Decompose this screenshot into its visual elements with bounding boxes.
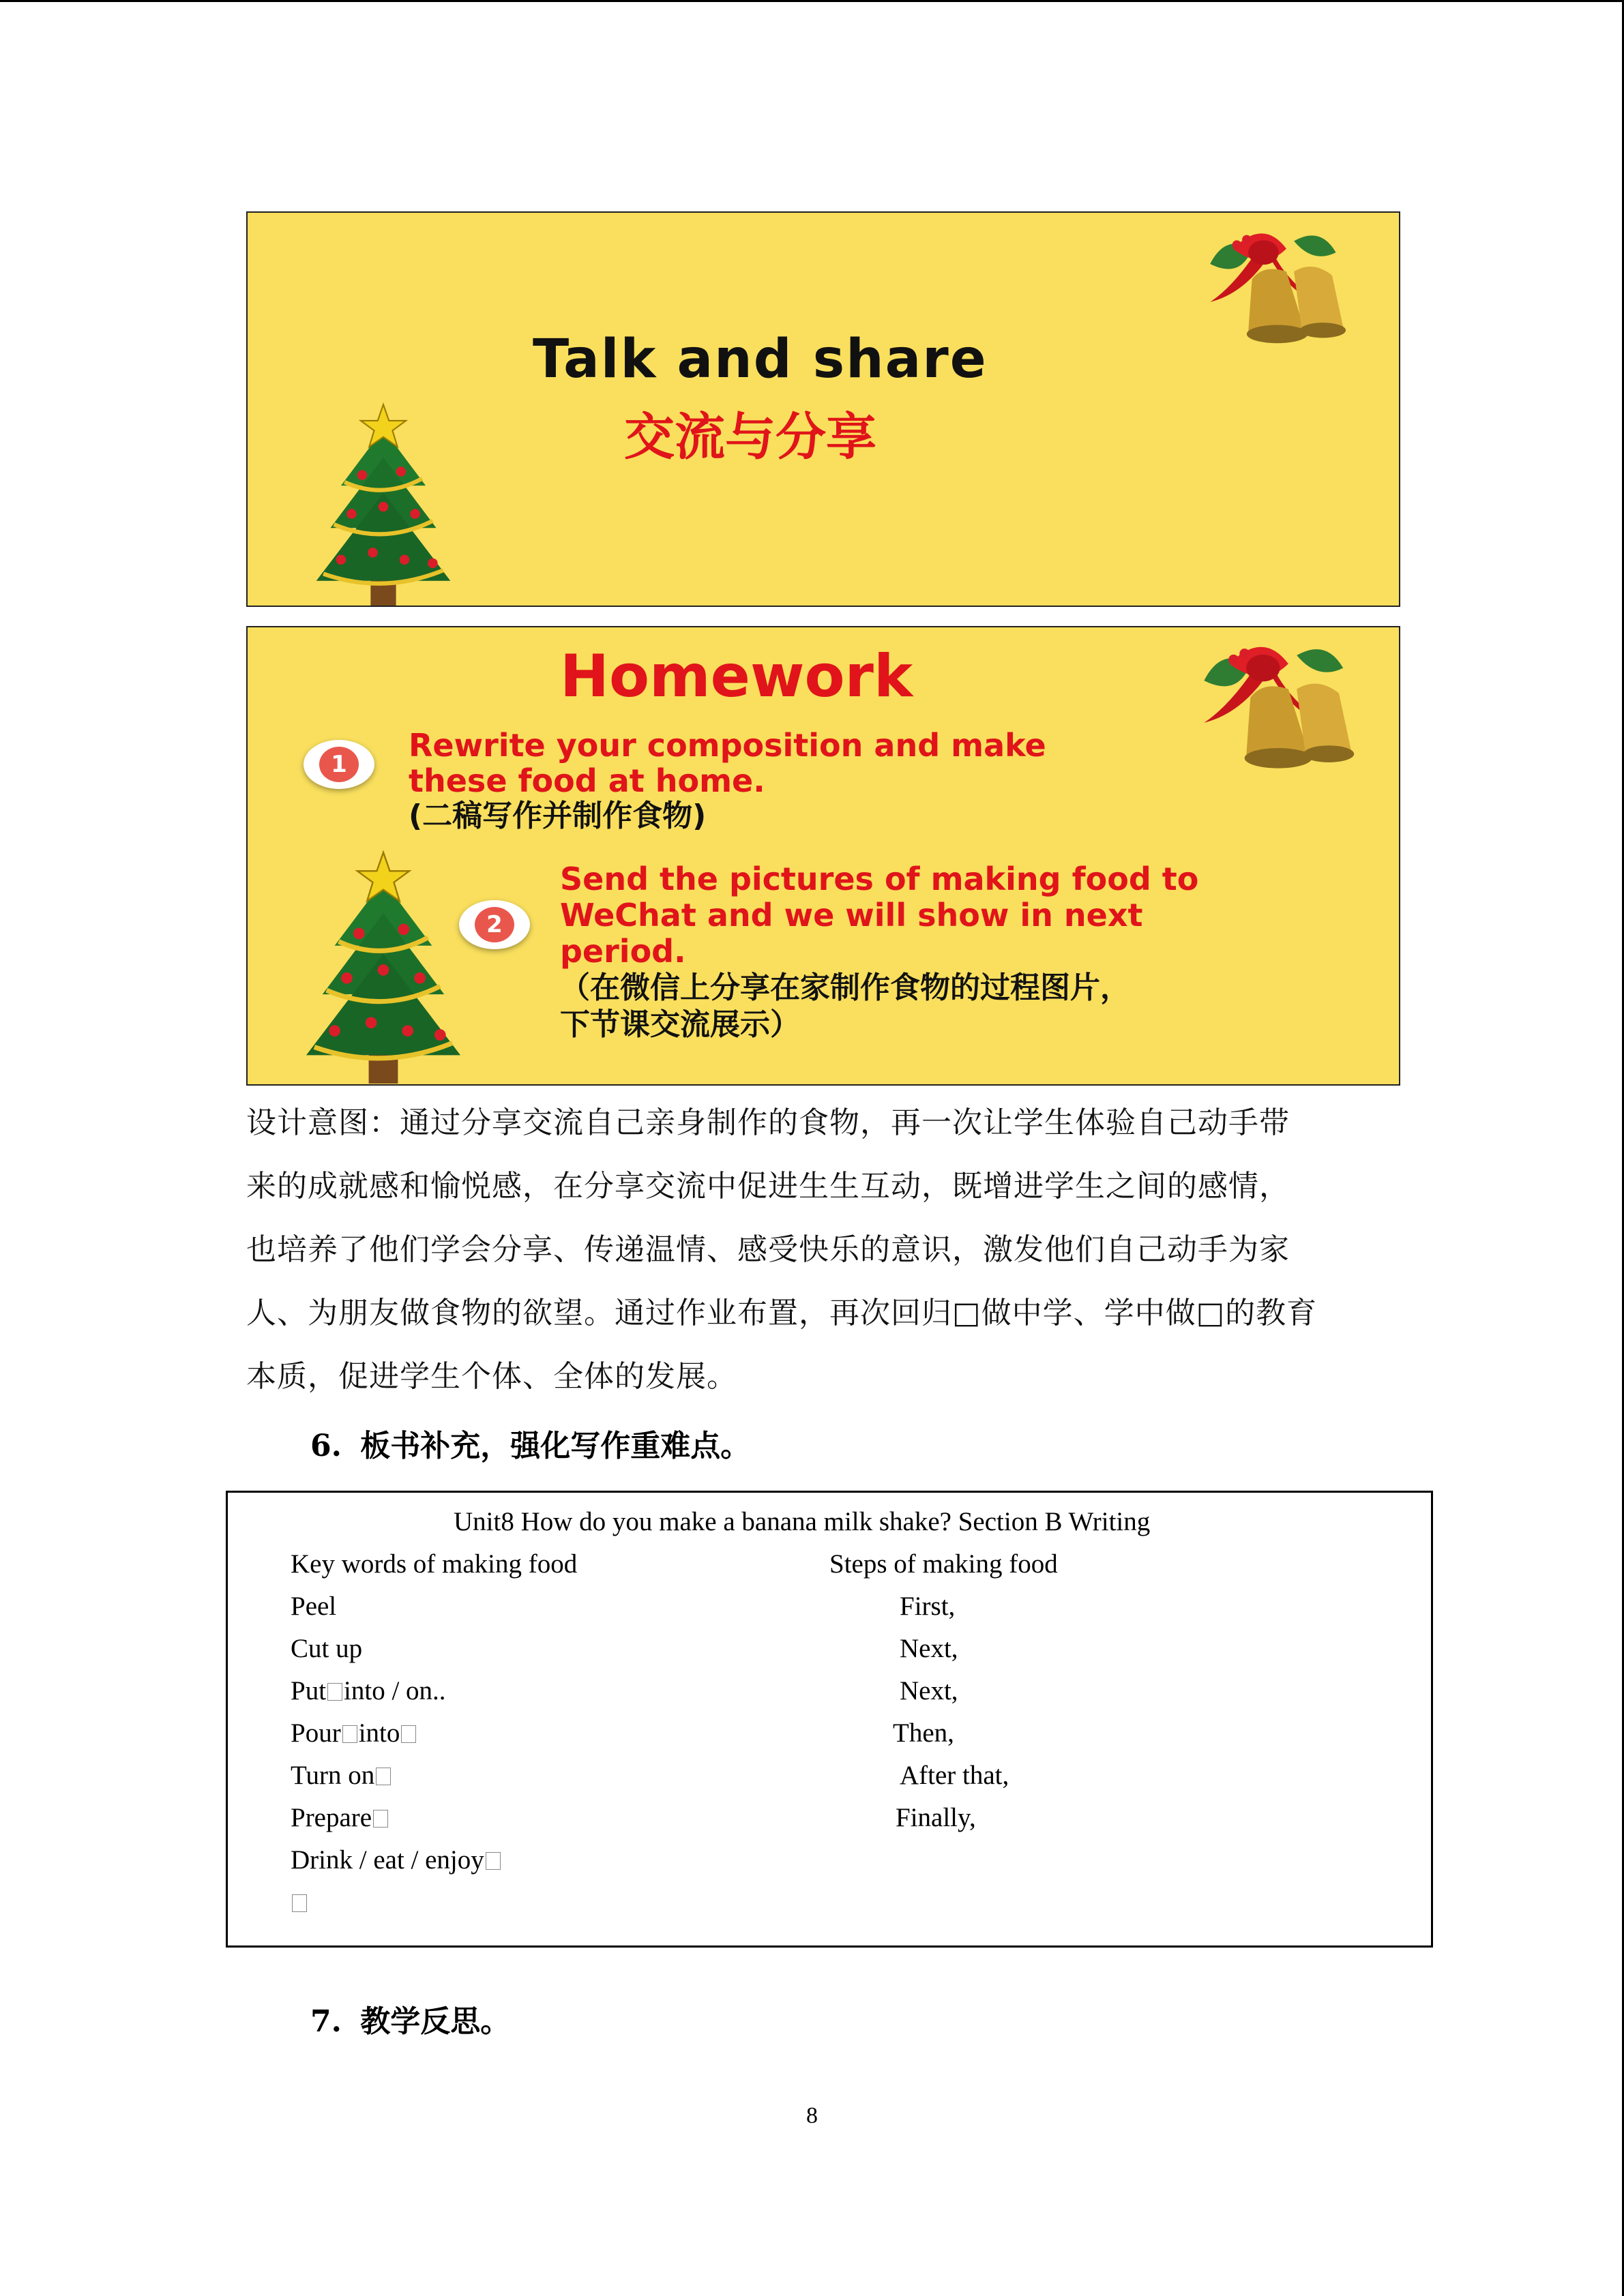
section-7-number: 7.	[310, 2004, 342, 2039]
homework-title: Homework	[560, 642, 913, 711]
keyword-item: Drink / eat / enjoy	[291, 1845, 502, 1875]
keyword-item: Peel	[291, 1592, 337, 1621]
slide-title-en: Talk and share	[533, 329, 988, 390]
keyword-item: Pour into	[291, 1718, 417, 1748]
placeholder-box-icon	[342, 1725, 357, 1743]
placeholder-box-icon	[401, 1725, 416, 1743]
slide-homework	[246, 626, 1400, 1086]
placeholder-box-icon	[486, 1852, 501, 1870]
section-7-heading	[310, 1997, 510, 2040]
homework-item-2-line2: WeChat and we will show in next	[560, 897, 1143, 934]
keyword-item: Prepare	[291, 1802, 389, 1833]
design-intent-line: 来的成就感和愉悦感，在分享交流中促进生生互动，既增进学生之间的感情，	[246, 1169, 1290, 1204]
step-item: Then,	[893, 1718, 954, 1748]
design-intent-line: 设计意图：通过分享交流自己亲身制作的食物，再一次让学生体验自己动手带	[246, 1105, 1290, 1140]
placeholder-box-icon	[376, 1768, 391, 1785]
homework-item-2-note-1: （在微信上分享在家制作食物的过程图片，	[560, 970, 1130, 1005]
design-intent-line: 也培养了他们学会分享、传递温情、感受快乐的意识，激发他们自己动手为家	[246, 1232, 1290, 1267]
keyword-item: Turn on	[291, 1760, 392, 1791]
christmas-bells-icon	[1127, 630, 1400, 773]
section-6-heading	[310, 1421, 750, 1465]
christmas-bells-icon	[1127, 218, 1400, 348]
slide-talk-and-share	[246, 211, 1400, 607]
homework-item-2-badge: 2	[459, 900, 530, 949]
step-item: Next,	[900, 1634, 958, 1663]
keyword-item: Cut up	[291, 1634, 363, 1663]
placeholder-box-icon	[327, 1683, 342, 1701]
step-item: Finally,	[896, 1803, 976, 1832]
board-title: Unit8 How do you make a banana milk shake? Section B Writing	[454, 1507, 1151, 1536]
step-item: Next,	[900, 1676, 958, 1705]
section-6-title: 板书补充，强化写作重难点。	[360, 1429, 751, 1463]
keyword-item: Put into / on..	[291, 1676, 446, 1705]
blackboard-table	[226, 1491, 1433, 1948]
placeholder-box-icon	[292, 1894, 307, 1912]
homework-item-1-badge: 1	[304, 740, 374, 789]
page-number: 8	[806, 2103, 818, 2128]
christmas-tree-icon	[250, 848, 516, 1084]
homework-item-1-note: (二稿写作并制作食物)	[409, 799, 707, 833]
section-7-title: 教学反思。	[360, 2004, 511, 2039]
design-intent-paragraph	[246, 1091, 1378, 1408]
homework-item-2-line1: Send the pictures of making food to	[560, 861, 1199, 897]
slide-title-cn: 交流与分享	[624, 408, 876, 466]
design-intent-line: 人、为朋友做食物的欲望。通过作业布置，再次回归□做中学、学中做□的教育	[246, 1296, 1318, 1330]
board-right-header: Steps of making food	[829, 1549, 1058, 1579]
homework-item-2-line3: period.	[560, 933, 686, 970]
keyword-item	[291, 1887, 308, 1918]
christmas-tree-icon	[250, 401, 516, 606]
step-item: After that,	[900, 1761, 1009, 1790]
step-item: First,	[900, 1592, 956, 1621]
placeholder-box-icon	[373, 1810, 388, 1828]
design-intent-line: 本质，促进学生个体、全体的发展。	[246, 1359, 737, 1394]
homework-item-2-note-2: 下节课交流展示）	[560, 1007, 800, 1042]
section-6-number: 6.	[310, 1429, 342, 1463]
homework-item-1-line1: Rewrite your composition and make	[409, 727, 1046, 764]
page-border-top	[0, 0, 1624, 2]
homework-item-1-line2: these food at home.	[409, 762, 765, 799]
board-left-header: Key words of making food	[291, 1549, 578, 1579]
